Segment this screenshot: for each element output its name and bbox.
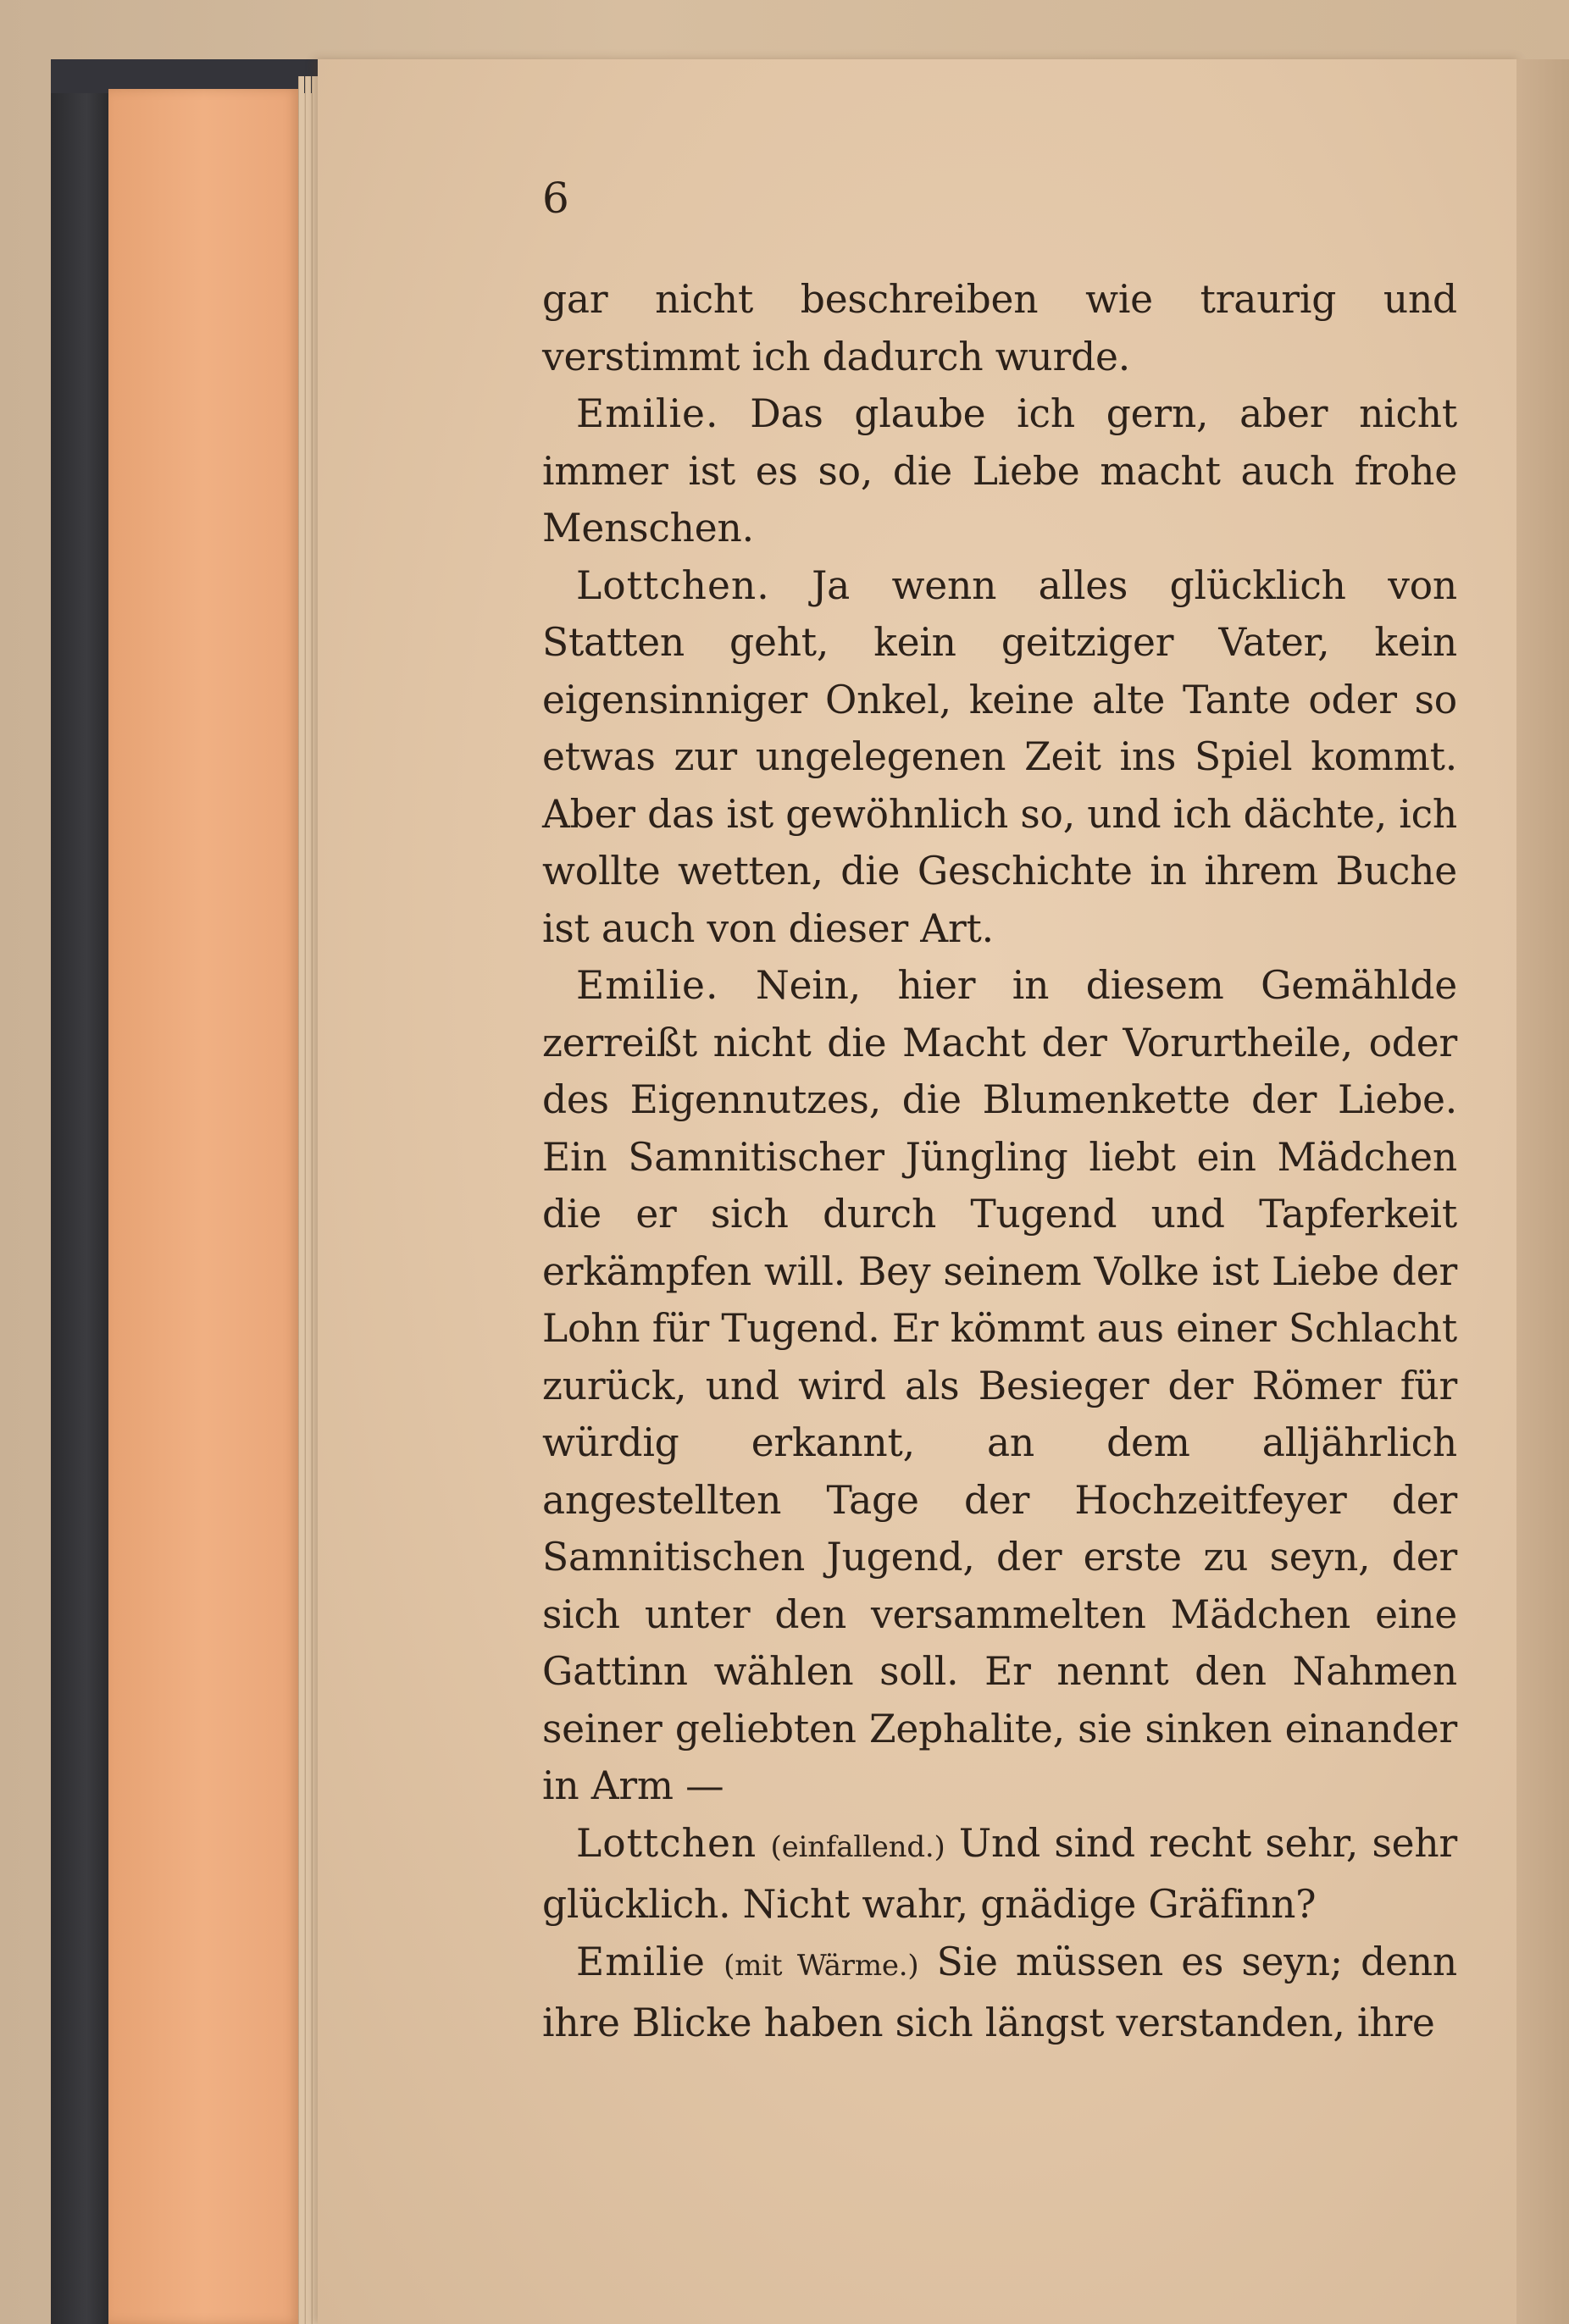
speaker-name: Emilie. (576, 391, 719, 436)
paragraph-text: Nein, hier in diesem Gemählde zerreißt nicht die Macht der Vorurtheile, oder des Eigennutzes, die Blumenkette der Liebe. Ein Samnitischer Jüngling liebt ein Mädchen die er sich durch Tugend und Tapferkeit erkämpfen will. Bey seinem Volke ist Liebe der Lohn für Tugend. Er kömmt aus einer Schlacht zurück, und wird als Besieger der Römer für würdig erkannt, an dem alljährlich angestellten Tage der Hochzeitfeyer der Samnitischen Jugend, der erste zu seyn, der sich unter den versammelten Mädchen eine Gattinn wählen soll. Er nennt den Nahmen seiner geliebten Zephalite, sie sinken einander in Arm — (542, 963, 1458, 1808)
speaker-name: Emilie (576, 1939, 706, 1984)
paragraph (542, 557, 1457, 958)
speaker-name: Emilie. (576, 963, 719, 1008)
paragraph-text: Sie müssen es seyn; denn ihre Blicke haben sich längst verstanden, ihre (542, 1939, 1457, 2045)
page-stack-edge (298, 76, 304, 2324)
paragraph (542, 1815, 1457, 1934)
book-cover-top-edge (51, 59, 330, 93)
page-gutter-shadow (1516, 59, 1569, 2324)
speaker-name: Lottchen (576, 1820, 757, 1866)
paragraph-text: Ja wenn alles glücklich von Statten geht, kein geitziger Vater, kein eigensinniger Onkel, keine alte Tante oder so etwas zur ungelegenen Zeit ins Spiel kommt. Aber das ist gewöhnlich so, und ich dächte, ich wollte wetten, die Geschichte in ihrem Buche ist auch von dieser Art. (542, 562, 1457, 951)
stage-direction: (mit Wärme.) (724, 1948, 919, 1983)
page-text (542, 271, 1457, 2052)
stage-direction: (einfallend.) (770, 1829, 945, 1864)
page-stack-edge (305, 76, 311, 2324)
page-number: 6 (542, 174, 569, 223)
paragraph (542, 1934, 1457, 2052)
paragraph (542, 957, 1457, 1815)
page-stack-edge (312, 76, 318, 2324)
paragraph-text: Und sind recht sehr, sehr glücklich. Nicht wahr, gnädige Gräfinn? (542, 1820, 1458, 1927)
book-cover-board (51, 68, 110, 2324)
speaker-name: Lottchen. (576, 562, 770, 608)
paragraph-text: Das glaube ich gern, aber nicht immer ist es so, die Liebe macht auch frohe Menschen. (542, 391, 1457, 551)
paragraph (542, 271, 1457, 385)
endpaper (108, 89, 299, 2324)
paragraph-text: gar nicht beschreiben wie traurig und verstimmt ich dadurch wurde. (542, 277, 1457, 379)
paragraph (542, 385, 1457, 557)
